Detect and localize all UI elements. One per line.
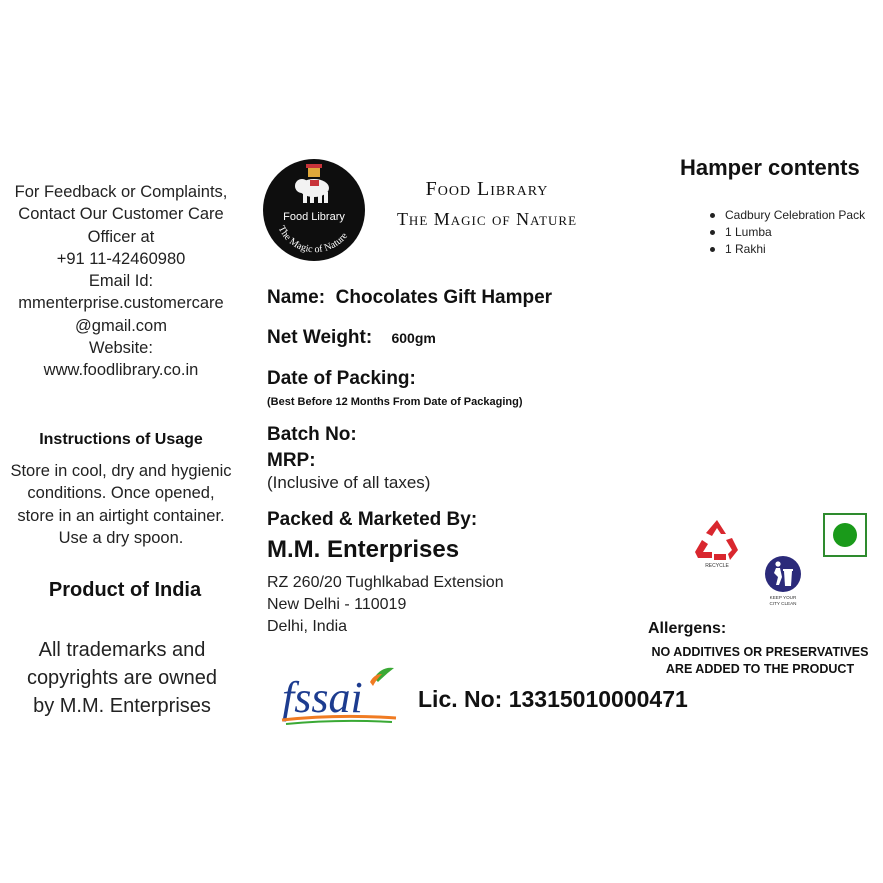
- usage-line: Store in cool, dry and hygienic: [10, 462, 232, 480]
- fssai-wordmark: fssai: [282, 673, 363, 722]
- keep-city-clean-icon: [760, 555, 806, 607]
- list-item: 1 Rakhi: [708, 241, 865, 258]
- usage-line: store in an airtight container.: [17, 506, 225, 525]
- vegetarian-dot: [833, 523, 857, 547]
- contact-phone: +91 11-42460980: [56, 249, 186, 268]
- list-item: Cadbury Celebration Pack: [708, 207, 865, 224]
- mrp-label: MRP:: [267, 450, 316, 471]
- net-weight-row: [267, 327, 436, 349]
- trademark-line: by M.M. Enterprises: [33, 695, 211, 717]
- brand-tagline: The Magic of Nature: [396, 209, 578, 229]
- allergens-title: Allergens:: [648, 620, 727, 637]
- vegetarian-mark-icon: [823, 513, 867, 557]
- best-before-note: (Best Before 12 Months From Date of Packaging): [267, 396, 523, 408]
- contact-info: [0, 181, 242, 382]
- batch-label: Batch No:: [267, 424, 357, 445]
- food-library-logo: [262, 158, 366, 262]
- contact-line: Email Id:: [88, 272, 154, 291]
- clean-caption-line-1: KEEP YOUR: [769, 595, 797, 600]
- contact-email: @gmail.com: [75, 316, 167, 335]
- contact-line: Website:: [89, 339, 153, 358]
- trademark-line: copyrights are owned: [26, 667, 218, 689]
- product-origin: Product of India: [48, 579, 202, 601]
- contact-website: www.foodlibrary.co.in: [43, 361, 199, 380]
- usage-line: conditions. Once opened,: [27, 484, 215, 503]
- address-line: Delhi, India: [267, 618, 348, 635]
- mrp-note: (Inclusive of all taxes): [267, 473, 431, 492]
- fssai-license-number: Lic. No: 13315010000471: [418, 686, 688, 712]
- packing-date-label: Date of Packing:: [267, 368, 416, 389]
- brand-name: Food Library: [425, 178, 549, 200]
- hamper-contents-title: Hamper contents: [680, 155, 860, 180]
- clean-caption-line-2: CITY CLEAN: [769, 601, 797, 606]
- address-line: RZ 260/20 Tughlkabad Extension: [267, 574, 504, 591]
- recycle-caption: RECYCLE: [705, 563, 729, 569]
- usage-text: [0, 460, 242, 549]
- trademark-line: All trademarks and: [38, 639, 206, 661]
- list-item: 1 Lumba: [708, 224, 865, 241]
- usage-title: Instructions of Usage: [39, 431, 203, 448]
- company-name: M.M. Enterprises: [267, 536, 460, 563]
- contact-line: Contact Our Customer Care: [18, 205, 224, 224]
- allergens-text: [640, 644, 880, 678]
- address-line: New Delhi - 110019: [267, 596, 407, 613]
- company-address: [267, 572, 504, 638]
- allergens-line: ARE ADDED TO THE PRODUCT: [665, 662, 855, 676]
- usage-line: Use a dry spoon.: [58, 528, 184, 547]
- fssai-logo: [278, 664, 400, 728]
- hamper-contents-list: [708, 207, 865, 258]
- logo-inner-text: Food Library: [283, 211, 345, 223]
- recycle-icon: [692, 516, 742, 570]
- net-weight-label: Net Weight:: [267, 327, 373, 348]
- allergens-line: NO ADDITIVES OR PRESERVATIVES: [651, 645, 869, 659]
- product-name-label: Name:: [267, 287, 326, 308]
- contact-line: Officer at: [87, 227, 155, 246]
- packed-by-label: Packed & Marketed By:: [267, 509, 478, 530]
- trademark-notice: [0, 636, 244, 720]
- contact-email: mmenterprise.customercare: [18, 294, 224, 313]
- product-name-value: Chocolates Gift Hamper: [335, 287, 553, 308]
- contact-line: For Feedback or Complaints,: [14, 183, 228, 201]
- product-name-row: [267, 287, 552, 309]
- logo-arc-text: The Magic of Nature: [275, 224, 350, 256]
- net-weight-value: 600gm: [391, 330, 436, 346]
